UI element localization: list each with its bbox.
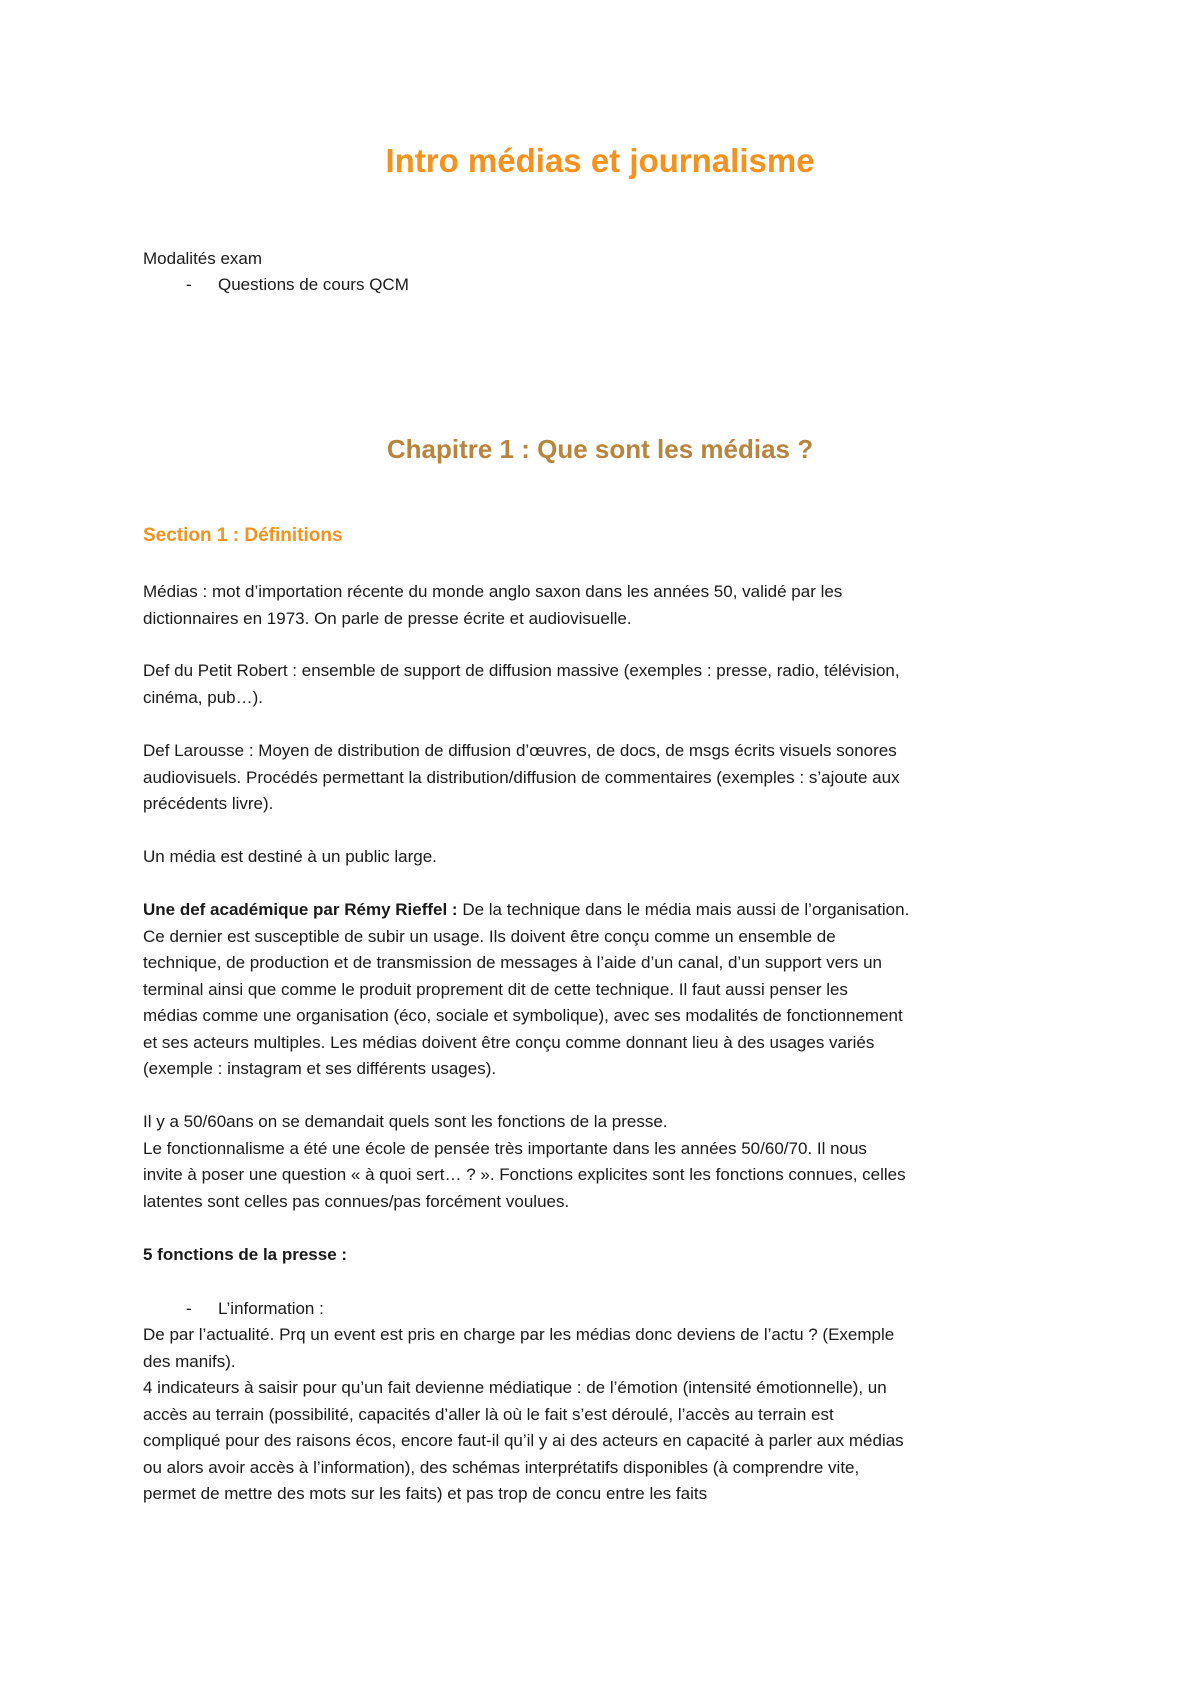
text-line: ou alors avoir accès à l’information), des schémas interprétatifs disponibles (à comprendre vite, xyxy=(143,1457,860,1477)
text-line: cinéma, pub…). xyxy=(143,687,263,707)
text-line: technique, de production et de transmission de messages à l’aide d’un canal, d’un support vers un xyxy=(143,953,883,972)
text-line: De par l’actualité. Prq un event est pris en charge par les médias donc deviens de l’actu ? (Exemple xyxy=(143,1325,895,1344)
text-line: dictionnaires en 1973. On parle de presse écrite et audiovisuelle. xyxy=(143,608,632,628)
paragraph-larousse xyxy=(143,738,1063,818)
text-line: Médias : mot d’importation récente du monde anglo saxon dans les années 50, validé par les xyxy=(143,582,843,601)
text-line: accès au terrain (possibilité, capacités d’aller là où le fait s’est déroulé, l’accès au terrain est xyxy=(143,1404,834,1424)
text-line: Def Larousse : Moyen de distribution de diffusion d’œuvres, de docs, de msgs écrits visuels sonores xyxy=(143,741,897,760)
paragraph-petit-robert xyxy=(143,658,1063,711)
section-heading: Section 1 : Définitions xyxy=(143,525,343,546)
paragraph-rieffel xyxy=(143,897,1063,1083)
text-line: Ce dernier est susceptible de subir un usage. Ils doivent être conçu comme un ensemble de xyxy=(143,926,836,946)
paragraph-fonctions xyxy=(143,1109,1063,1215)
text-line: Le fonctionnalisme a été une école de pensée très importante dans les années 50/60/70. Il nous xyxy=(143,1138,867,1158)
text-line: permet de mettre des mots sur les faits) et pas trop de concu entre les faits xyxy=(143,1484,708,1503)
text-line: 4 indicateurs à saisir pour qu’un fait devienne médiatique : de l’émotion (intensité émotionnelle), un xyxy=(143,1378,887,1397)
rieffel-bold-label: Une def académique par Rémy Rieffel : xyxy=(143,900,458,919)
text-line: terminal ainsi que comme le produit proprement dit de cette technique. Il faut aussi penser les xyxy=(143,979,848,999)
bullet-dash: - xyxy=(186,275,192,294)
text-line: et ses acteurs multiples. Les médias doivent être conçu comme donnant lieu à des usages variés xyxy=(143,1032,875,1052)
rieffel-first-line: De la technique dans le média mais aussi de l’organisation. xyxy=(457,900,910,919)
modalites-item: Questions de cours QCM xyxy=(218,275,409,294)
text-line: compliqué pour des raisons écos, encore faut-il qu’il y ai des acteurs en capacité à parler aux médias xyxy=(143,1431,904,1450)
bullet-dash: - xyxy=(186,1299,192,1318)
text-line: médias comme une organisation (éco, sociale et symbolique), avec ses modalités de fonctionnement xyxy=(143,1006,903,1025)
text-line: Il y a 50/60ans on se demandait quels sont les fonctions de la presse. xyxy=(143,1112,668,1131)
paragraph-public: Un média est destiné à un public large. xyxy=(143,847,437,866)
text-line xyxy=(143,897,1063,924)
chapter-heading: Chapitre 1 : Que sont les médias ? xyxy=(386,434,814,464)
text-line: des manifs). xyxy=(143,1351,236,1371)
text-line: (exemple : instagram et ses différents usages). xyxy=(143,1059,497,1078)
text-line: Def du Petit Robert : ensemble de support de diffusion massive (exemples : presse, radio, télévision, xyxy=(143,661,900,680)
text-line: invite à poser une question « à quoi sert… ? ». Fonctions explicites sont les fonctions connues, celles xyxy=(143,1165,906,1184)
text-line: audiovisuels. Procédés permettant la distribution/diffusion de commentaires (exemples : s’ajoute aux xyxy=(143,767,900,787)
modalites-label: Modalités exam xyxy=(143,249,263,268)
paragraph-medias xyxy=(143,579,1063,632)
text-line: latentes sont celles pas connues/pas forcément voulues. xyxy=(143,1191,570,1211)
document-title: Intro médias et journalisme xyxy=(385,142,815,179)
paragraph-information xyxy=(143,1322,1063,1508)
five-functions-heading: 5 fonctions de la presse : xyxy=(143,1245,348,1264)
information-item: L’information : xyxy=(218,1299,324,1318)
text-line: précédents livre). xyxy=(143,794,274,813)
